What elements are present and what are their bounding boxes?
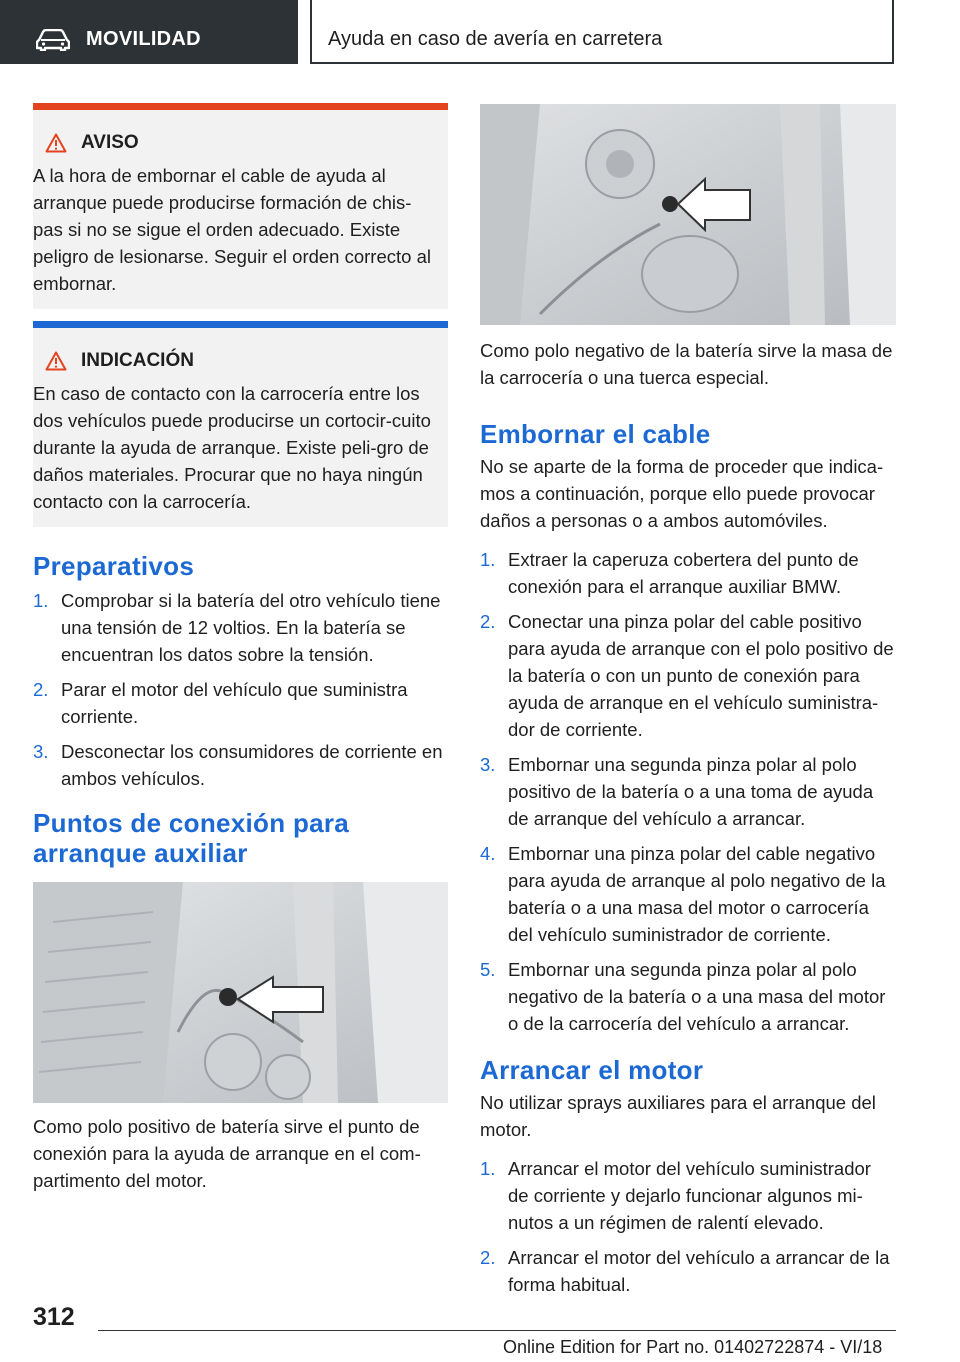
info-text: En caso de contacto con la carrocería entre los dos vehículos puede producirse un cortocir-cuito durante la ayuda de arranque. Existe peli-gro de daños materiales. Procurar que no haya ningún contacto con la carrocería. [33, 383, 431, 512]
heading-line: arranque auxiliar [33, 838, 248, 868]
heading-arrancar: Arrancar el motor [480, 1055, 704, 1085]
step-number: 5. [480, 959, 496, 980]
warning-title: AVISO [81, 132, 139, 153]
warning-notice [33, 103, 448, 309]
step-text: Arrancar el motor del vehículo a arrancar de la forma habitual. [508, 1247, 890, 1295]
list-item [480, 956, 896, 1037]
negative-caption: Como polo negativo de la batería sirve la masa de la carrocería o una tuerca especial. [480, 340, 893, 388]
arrancar-intro: No utilizar sprays auxiliares para el arranque del motor. [480, 1092, 876, 1140]
embornar-intro: No se aparte de la forma de proceder que indica-mos a continuación, porque ello puede provocar daños a personas o a ambos automóviles. [480, 456, 884, 531]
step-number: 4. [480, 843, 496, 864]
step-text: Embornar una pinza polar del cable negativo para ayuda de arranque al polo negativo de la batería o a una masa del motor o carrocería del vehículo suministrador de corriente. [508, 843, 886, 945]
page-header [310, 0, 894, 64]
step-text: Extraer la caperuza cobertera del punto de conexión para el arranque auxiliar BMW. [508, 549, 859, 597]
step-number: 1. [480, 1158, 496, 1179]
heading-embornar: Embornar el cable [480, 419, 711, 449]
footer-divider [98, 1330, 896, 1331]
engine-bay-illustration [33, 882, 448, 1103]
info-title-row [45, 348, 434, 374]
list-item [480, 751, 896, 832]
engine-photo-positive [33, 882, 448, 1103]
step-number: 1. [33, 590, 49, 611]
list-item [480, 1155, 896, 1236]
step-number: 3. [480, 754, 496, 775]
page-number: 312 [33, 1303, 75, 1331]
section-label: MOVILIDAD [86, 28, 201, 50]
step-number: 2. [33, 679, 49, 700]
warning-text: A la hora de embornar el cable de ayuda al arranque puede producirse formación de chis-pas si no se sigue el orden adecuado. Existe peligro de lesionarse. Seguir el orden correcto al embornar. [33, 165, 431, 294]
step-text: Parar el motor del vehículo que suministra corriente. [61, 679, 408, 727]
list-item [33, 587, 448, 668]
left-column [33, 103, 448, 1194]
embornar-steps [480, 546, 896, 1037]
arrancar-steps [480, 1155, 896, 1298]
list-item [480, 840, 896, 948]
step-number: 1. [480, 549, 496, 570]
warning-title-row [45, 130, 434, 156]
step-text: Desconectar los consumidores de corriente en ambos vehículos. [61, 741, 443, 789]
heading-line: Puntos de conexión para [33, 808, 350, 838]
step-number: 2. [480, 611, 496, 632]
step-text: Arrancar el motor del vehículo suministrador de corriente y dejarlo funcionar algunos mi-nutos a un régimen de ralentí elevado. [508, 1158, 871, 1233]
step-text: Conectar una pinza polar del cable positivo para ayuda de arranque con el polo positivo de la batería o con un punto de conexión para ayuda de arranque en el vehículo suministra-dor de corriente. [508, 611, 894, 740]
warning-triangle-icon [45, 351, 67, 371]
heading-preparativos: Preparativos [33, 551, 195, 581]
list-item [480, 546, 896, 600]
engine-bay-illustration [480, 104, 896, 325]
right-column [480, 104, 896, 1306]
list-item [480, 608, 896, 743]
list-item [480, 1244, 896, 1298]
car-icon [36, 29, 70, 51]
positive-caption: Como polo positivo de batería sirve el punto de conexión para la ayuda de arranque en el com-partimento del motor. [33, 1116, 421, 1191]
step-number: 3. [33, 741, 49, 762]
step-text: Embornar una segunda pinza polar al polo positivo de la batería o a una toma de ayuda de arranque del vehículo a arrancar. [508, 754, 874, 829]
info-notice [33, 321, 448, 527]
edition-note: Online Edition for Part no. 01402722874 - VI/18 [503, 1337, 883, 1357]
list-item [33, 676, 448, 730]
step-text: Embornar una segunda pinza polar al polo negativo de la batería o a una masa del motor o de la carrocería del vehículo a arrancar. [508, 959, 886, 1034]
list-item [33, 738, 448, 792]
warning-triangle-icon [45, 133, 67, 153]
page-title: Ayuda en caso de avería en carretera [328, 28, 663, 50]
heading-puntos-conexion [33, 808, 448, 868]
info-title: INDICACIÓN [81, 350, 194, 371]
step-text: Comprobar si la batería del otro vehículo tiene una tensión de 12 voltios. En la batería se encuentran los datos sobre la tensión. [61, 590, 441, 665]
engine-photo-negative [480, 104, 896, 325]
section-tab[interactable] [0, 0, 298, 64]
step-number: 2. [480, 1247, 496, 1268]
preparativos-steps [33, 587, 448, 792]
